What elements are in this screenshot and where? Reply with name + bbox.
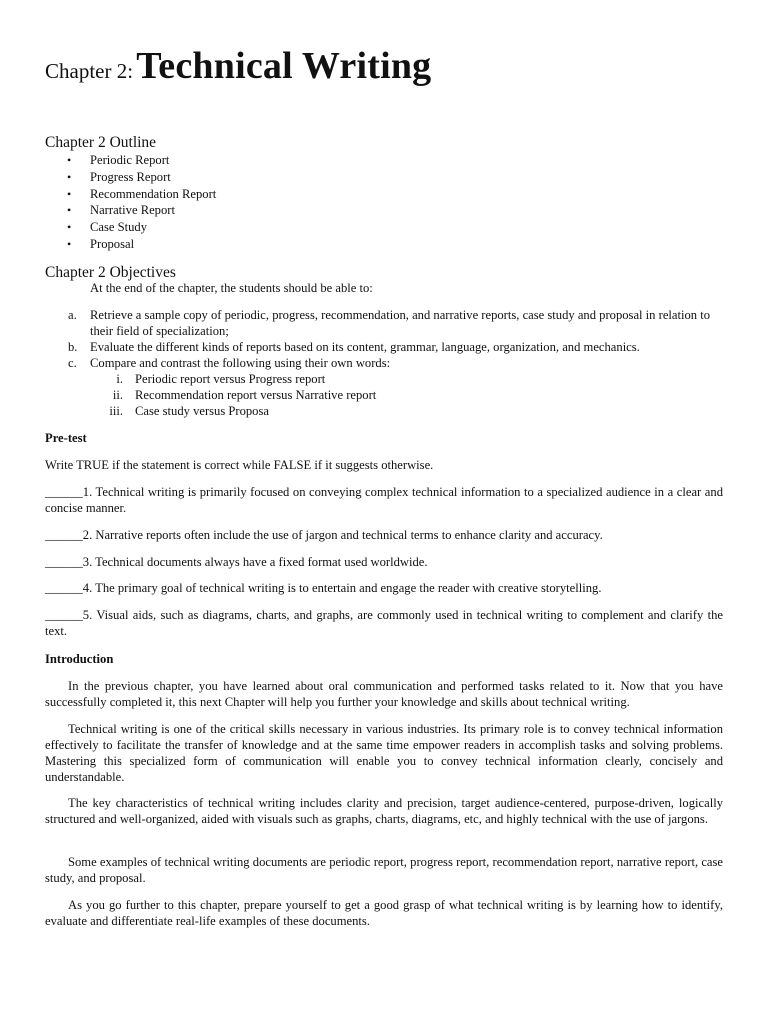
objective-item	[45, 307, 723, 339]
comparison-marker: ii.	[112, 388, 123, 402]
objectives-list	[45, 307, 723, 419]
objective-marker: b.	[68, 340, 78, 354]
objective-marker: a.	[68, 308, 77, 322]
pretest-question: ______3. Technical documents always have a fixed format used worldwide.	[45, 555, 428, 569]
outline-heading: Chapter 2 Outline	[45, 134, 157, 151]
introduction-heading: Introduction	[45, 652, 114, 666]
list-item: • Recommendation Report	[45, 186, 216, 203]
outline-list	[45, 152, 216, 253]
pretest-question: ______2. Narrative reports often include the use of jargon and technical terms to enhance clarity and accuracy.	[45, 528, 603, 542]
comparison-marker: i.	[116, 372, 123, 386]
objectives-heading: Chapter 2 Objectives	[45, 264, 176, 281]
comparison-item	[45, 387, 723, 403]
comparison-list	[45, 371, 723, 419]
objective-text: Retrieve a sample copy of periodic, progress, recommendation, and narrative reports, case study and proposal in relation to their field of specialization;	[90, 308, 711, 338]
objective-item	[45, 355, 723, 371]
objectives-intro: At the end of the chapter, the students should be able to:	[90, 281, 373, 295]
introduction-paragraph: The key characteristics of technical writing includes clarity and precision, target audience-centered, purpose-driven, logically structured and well-organized, aided with visuals such as graphs, charts, diagrams, etc, and highly technical with the use of jargons.	[45, 796, 723, 826]
comparison-text: Periodic report versus Progress report	[135, 372, 326, 386]
comparison-text: Case study versus Proposa	[135, 404, 269, 418]
objective-text: Compare and contrast the following using their own words:	[90, 356, 391, 370]
introduction-paragraph: As you go further to this chapter, prepare yourself to get a good grasp of what technical writing is by learning how to identify, evaluate and differentiate real-life examples of these documents.	[45, 898, 723, 928]
pretest-question: ______4. The primary goal of technical writing is to entertain and engage the reader with creative storytelling.	[45, 581, 602, 595]
comparison-item	[45, 371, 723, 387]
objective-item	[45, 339, 723, 355]
pretest-heading: Pre-test	[45, 431, 87, 445]
objective-marker: c.	[68, 356, 77, 370]
list-item: • Narrative Report	[45, 202, 216, 219]
comparison-marker: iii.	[109, 404, 123, 418]
chapter-name: Technical Writing	[136, 45, 432, 87]
introduction-paragraph: In the previous chapter, you have learned about oral communication and performed tasks related to it. Now that you have successfully completed it, this next Chapter will help you further your knowledge and skills about technical writing.	[45, 679, 723, 709]
comparison-item	[45, 403, 723, 419]
list-item: • Progress Report	[45, 169, 216, 186]
chapter-title	[45, 45, 432, 87]
pretest-instruction: Write TRUE if the statement is correct while FALSE if it suggests otherwise.	[45, 458, 434, 472]
introduction-paragraph: Technical writing is one of the critical skills necessary in various industries. Its primary role is to convey technical information effectively to facilitate the transfer of knowledge and at the same time empower readers in accomplish tasks and solving problems. Mastering this specialized form of communication will enable you to convey technical information clearly, concisely and understandable.	[45, 722, 723, 784]
list-item: • Periodic Report	[45, 152, 216, 169]
pretest-question: ______1. Technical writing is primarily focused on conveying complex technical information to a specialized audience in a clear and concise manner.	[45, 485, 723, 515]
list-item: • Proposal	[45, 236, 216, 253]
comparison-text: Recommendation report versus Narrative report	[135, 388, 377, 402]
introduction-paragraph: Some examples of technical writing documents are periodic report, progress report, recommendation report, narrative report, case study, and proposal.	[45, 855, 723, 885]
objective-text: Evaluate the different kinds of reports based on its content, grammar, language, organization, and mechanics.	[90, 340, 640, 354]
pretest-question: ______5. Visual aids, such as diagrams, charts, and graphs, are commonly used in technical writing to complement and clarify the text.	[45, 608, 723, 638]
list-item: • Case Study	[45, 219, 216, 236]
chapter-number: Chapter 2:	[45, 59, 134, 83]
